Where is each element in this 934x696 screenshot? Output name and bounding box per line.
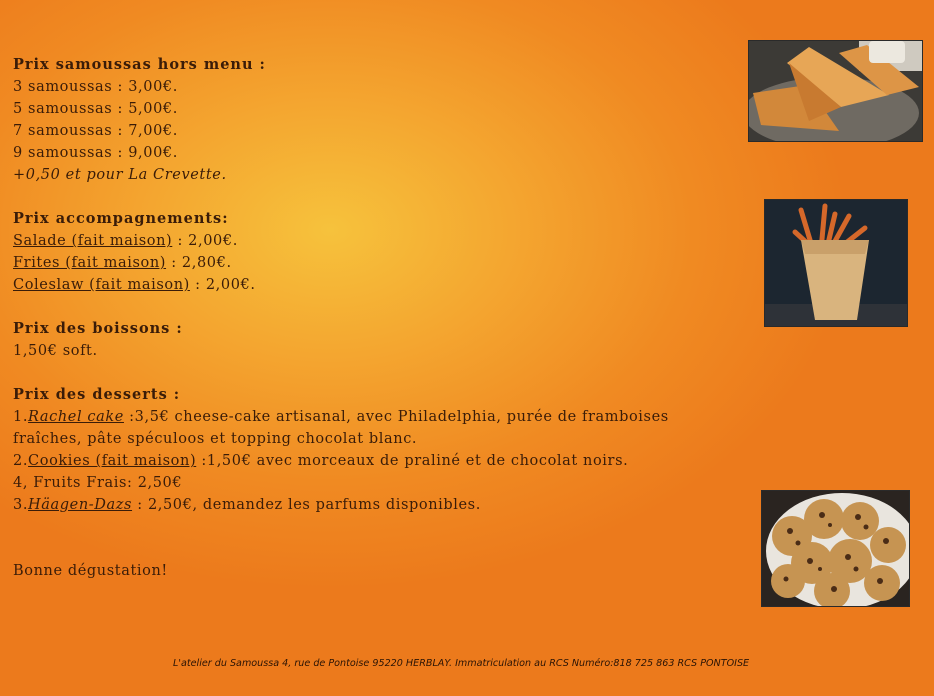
samoussas-price-7: 7 samoussas : 7,00€.	[13, 123, 178, 139]
rachel-cake-desc-2: fraîches, pâte spéculoos et topping chocolat blanc.	[13, 431, 418, 447]
cookies-photo	[761, 490, 910, 607]
dessert-haagen-dazs	[13, 494, 813, 516]
samoussas-price-3: 3 samoussas : 3,00€.	[13, 79, 178, 95]
dessert-fruits: 4, Fruits Frais: 2,50€	[13, 475, 183, 491]
accompagnement-coleslaw	[13, 274, 813, 296]
dessert-rachel-cake	[13, 406, 813, 428]
samoussas-price-9: 9 samoussas : 9,00€.	[13, 145, 178, 161]
footer-address: L'atelier du Samoussa 4, rue de Pontoise 95220 HERBLAY. Immatriculation au RCS Numéro:818 725 863 RCS PONTOISE	[173, 658, 750, 669]
boissons-soft: 1,50€ soft.	[13, 343, 98, 359]
frites-photo	[764, 199, 908, 327]
closing-text: Bonne dégustation!	[13, 563, 168, 579]
frites-link[interactable]: Frites (fait maison)	[13, 255, 167, 271]
samoussas-extra: +0,50 et pour La Crevette.	[13, 167, 227, 183]
accompagnement-frites	[13, 252, 813, 274]
samoussa-photo	[748, 40, 923, 142]
accompagnement-salade	[13, 230, 813, 252]
samoussas-price-5: 5 samoussas : 5,00€.	[13, 101, 178, 117]
accompagnements-heading: Prix accompagnements:	[13, 210, 229, 227]
dessert-1-number: 1.	[13, 409, 29, 425]
dessert-cookies	[13, 450, 813, 472]
rachel-cake-link[interactable]: Rachel cake	[28, 409, 124, 425]
menu-content	[13, 54, 813, 582]
haagen-dazs-link[interactable]: Häagen-Dazs	[28, 497, 133, 513]
cookies-desc: :1,50€ avec morceaux de praliné et de chocolat noirs.	[196, 453, 629, 469]
dessert-2-number: 2.	[13, 453, 29, 469]
coleslaw-link[interactable]: Coleslaw (fait maison)	[13, 277, 190, 293]
samoussas-heading: Prix samoussas hors menu :	[13, 56, 266, 73]
cookies-link[interactable]: Cookies (fait maison)	[28, 453, 197, 469]
boissons-heading: Prix des boissons :	[13, 320, 183, 337]
salade-price: : 2,00€.	[172, 233, 238, 249]
dessert-3-number: 3.	[13, 497, 29, 513]
coleslaw-price: : 2,00€.	[189, 277, 256, 293]
desserts-heading: Prix des desserts :	[13, 386, 181, 403]
rachel-cake-desc: :3,5€ cheese-cake artisanal, avec Philadelphia, purée de framboises	[123, 409, 669, 425]
haagen-dazs-desc: : 2,50€, demandez les parfums disponibles.	[132, 497, 481, 513]
salade-link[interactable]: Salade (fait maison)	[13, 233, 173, 249]
frites-price: : 2,80€.	[166, 255, 232, 271]
